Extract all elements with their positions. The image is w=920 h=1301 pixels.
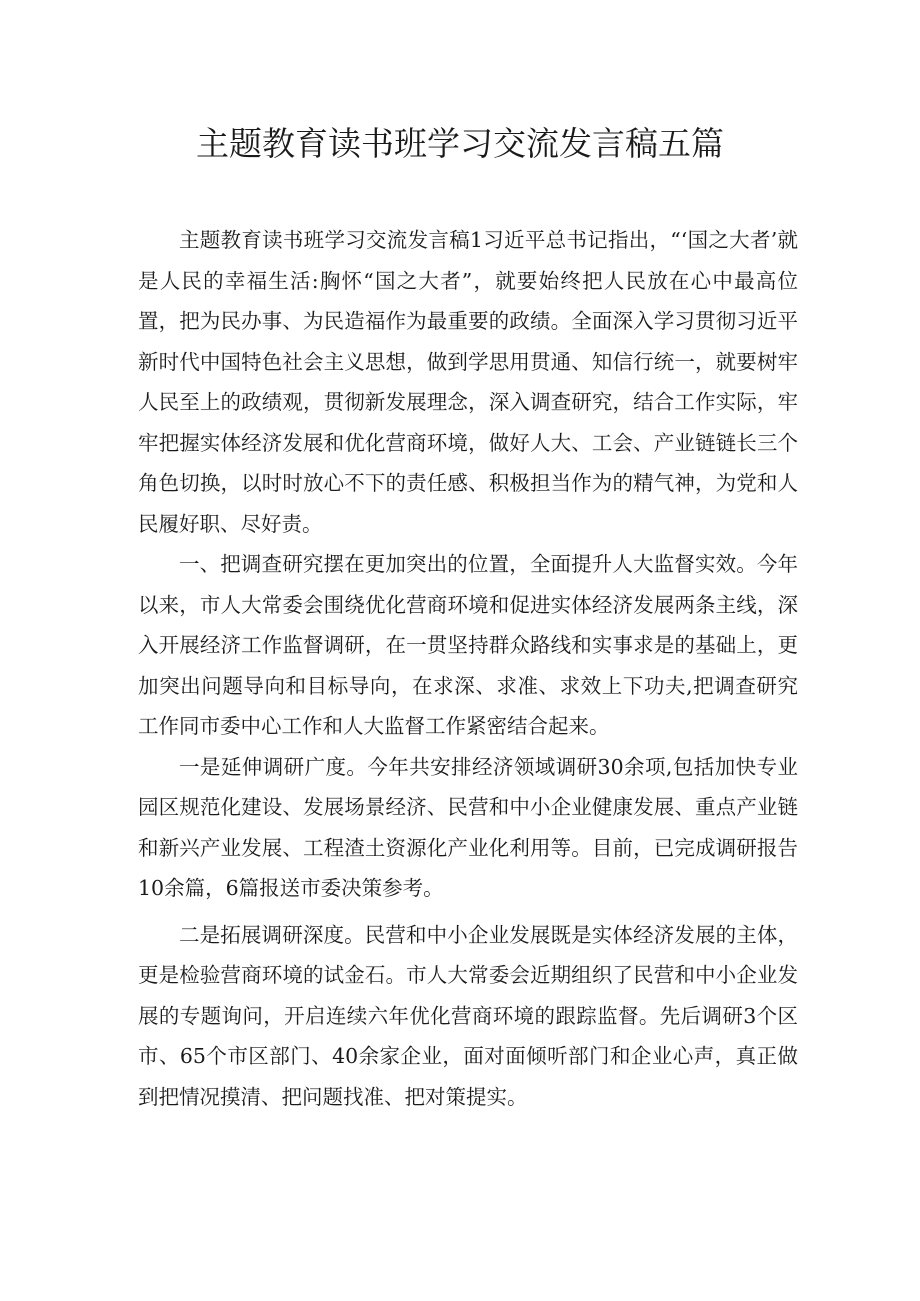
document-title: 主题教育读书班学习交流发言稿五篇 bbox=[196, 124, 724, 163]
paragraph-point-two: 二是拓展调研深度。民营和中小企业发展既是实体经济发展的主体，更是检验营商环境的试金石。市人大常委会近期组织了民营和中小企业发展的专题询问，开启连续六年优化营商环境的跟踪监督。先后调研3个区市、65个市区部门、40余家企业，面对面倾听部门和企业心声，真正做到把情况摸清、把问题找准、把对策提实。 bbox=[138, 922, 798, 1109]
paragraph-intro: 主题教育读书班学习交流发言稿1习近平总书记指出，“‘国之大者’就是人民的幸福生活:胸怀“国之大者”，就要始终把人民放在心中最高位置，把为民办事、为民造福作为最重要的政绩。全面深入学习贯彻习近平新时代中国特色社会主义思想，做到学思用贯通、知信行统一，就要树牢人民至上的政绩观，贯彻新发展理念，深入调查研究，结合工作实际，牢牢把握实体经济发展和优化营商环境，做好人大、工会、产业链链长三个角色切换，以时时放心不下的责任感、积极担当作为的精气神，为党和人民履好职、尽好责。 bbox=[138, 228, 798, 536]
paragraph-point-one: 一是延伸调研广度。今年共安排经济领域调研30余项,包括加快专业园区规范化建设、发展场景经济、民营和中小企业健康发展、重点产业链和新兴产业发展、工程渣土资源化产业化利用等。目前，已完成调研报告10余篇，6篇报送市委决策参考。 bbox=[138, 754, 798, 900]
paragraph-section-one: 一、把调查研究摆在更加突出的位置，全面提升人大监督实效。今年以来，市人大常委会围绕优化营商环境和促进实体经济发展两条主线，深入开展经济工作监督调研，在一贯坚持群众路线和实事求是的基础上，更加突出问题导向和目标导向，在求深、求准、求效上下功夫,把调查研究工作同市委中心工作和人大监督工作紧密结合起来。 bbox=[138, 552, 798, 738]
document-body bbox=[138, 220, 798, 1117]
